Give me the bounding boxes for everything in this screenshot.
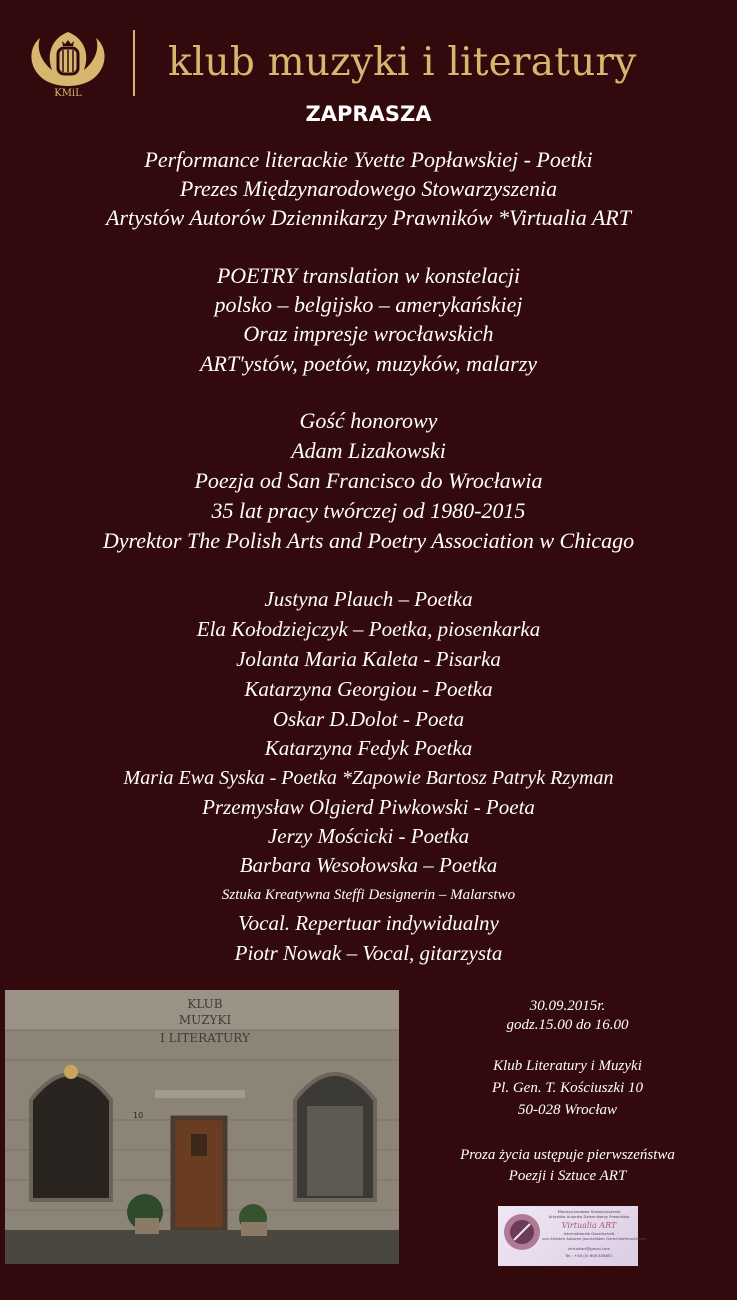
sign-line: I LITERATURY [160, 1031, 250, 1045]
intro-line: Prezes Międzynarodowego Stowarzyszenia [179, 176, 558, 201]
performer-item: Sztuka Kreatywna Steffi Designerin – Malarstwo [221, 887, 516, 903]
venue-city: 50-028 Wrocław [517, 1102, 618, 1118]
poetry-line: ART'ystów, poetów, muzyków, malarzy [199, 351, 538, 376]
poetry-line: POETRY translation w konstelacji [216, 263, 521, 288]
performer-item: Jerzy Mościcki - Poetka [267, 824, 470, 848]
performer-item: Piotr Nowak – Vocal, gitarzysta [234, 941, 503, 965]
motto-line: Proza życia ustępuje pierwszeństwa [460, 1147, 675, 1163]
performer-item: Barbara Wesołowska – Poetka [239, 853, 498, 877]
seal-icon [502, 1212, 542, 1252]
intro-line: Performance literackie Yvette Popławskiej - Poetki [144, 147, 593, 172]
sign-line: KLUB [187, 997, 223, 1011]
performer-item: Vocal. Repertuar indywidualny [238, 911, 499, 935]
header [0, 0, 737, 130]
intro-line: Artystów Autorów Dziennikarzy Prawników *Virtualia ART [106, 205, 631, 230]
event-time: godz.15.00 do 16.00 [506, 1017, 629, 1033]
logo-text: KMiL [54, 88, 82, 99]
venue-name: Klub Literatury i Muzyki [493, 1058, 642, 1074]
guest-name: Adam Lizakowski [291, 438, 446, 463]
card-line: Artystów Autorów Dziennikarzy Prawników [548, 1214, 630, 1219]
card-email: virtualiart@gmail.com [567, 1246, 611, 1251]
card-line: Internationale Gesellschaft [563, 1231, 615, 1236]
guest-line: Poezja od San Francisco do Wrocławia [194, 468, 543, 493]
performer-item: Maria Ewa Syska - Poetka *Zapowie Bartosz Patryk Rzyman [123, 767, 614, 789]
kmil-logo-icon [22, 24, 114, 100]
card-phone: Tel.: +48 (0) 608 838851 [565, 1253, 613, 1258]
performer-item: Oskar D.Dolot - Poeta [272, 707, 465, 731]
poetry-line: Oraz impresje wrocławskich [243, 321, 494, 346]
performer-item: Justyna Plauch – Poetka [264, 587, 473, 611]
performer-item: Przemysław Olgierd Piwkowski - Poeta [202, 795, 535, 819]
performer-item: Katarzyna Georgiou - Poetka [244, 677, 493, 701]
club-name: klub muzyki i literatury [168, 40, 637, 85]
performer-item: Jolanta Maria Kaleta - Pisarka [236, 647, 501, 671]
card-line: Międzynarodowe Stowarzyszenie [557, 1209, 621, 1214]
venue-street: Pl. Gen. T. Kościuszki 10 [492, 1080, 643, 1096]
event-date: 30.09.2015r. [529, 998, 606, 1014]
poetry-line: polsko – belgijsko – amerykańskiej [214, 292, 523, 317]
guest-line: Gość honorowy [299, 408, 438, 433]
sign-line: MUZYKI [178, 1013, 232, 1027]
motto-line: Poezji i Sztuce ART [508, 1168, 627, 1184]
performer-item: Ela Kołodziejczyk – Poetka, piosenkarka [196, 617, 541, 641]
club-building-photo [5, 990, 399, 1264]
card-line: von Artisten Autoren Journalisten Gerechtsfreundlingen [542, 1236, 648, 1241]
door-number: 10 [133, 1111, 144, 1120]
virtualia-card [498, 1206, 648, 1266]
invite-heading: ZAPRASZA [305, 102, 432, 126]
card-name: Virtualia ART [561, 1221, 617, 1230]
guest-line: 35 lat pracy twórczej od 1980-2015 [211, 498, 526, 523]
guest-line: Dyrektor The Polish Arts and Poetry Association w Chicago [102, 528, 635, 553]
header-divider [133, 30, 135, 96]
performer-item: Katarzyna Fedyk Poetka [264, 736, 473, 760]
